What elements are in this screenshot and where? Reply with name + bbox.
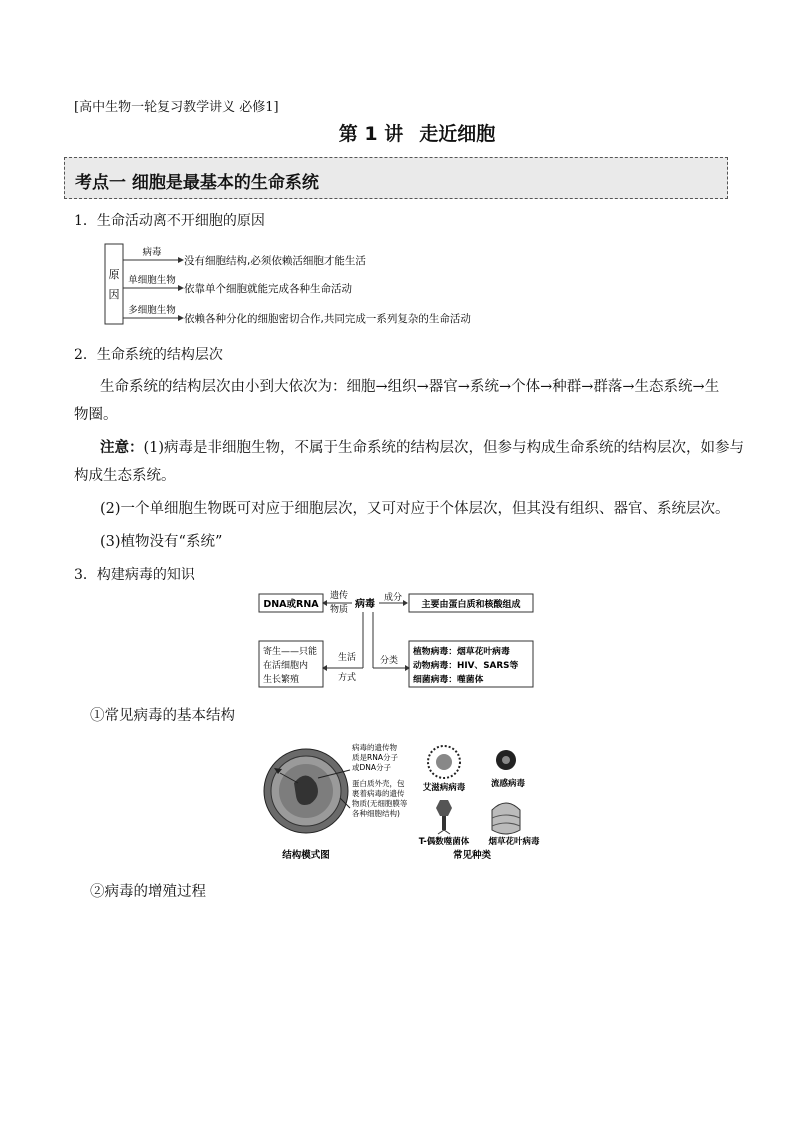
label-flu: 流感病毒: [490, 779, 526, 789]
genetic-text: DNA或RNA: [263, 599, 319, 610]
note-2: (2)一个单细胞生物既可对应于细胞层次，又可对应于个体层次，但其没有组织、器官、系统层次。: [100, 501, 730, 517]
life-text-3: 生长繁殖: [263, 675, 300, 685]
reason-label-2: 因: [108, 288, 120, 301]
link-class: 分类: [379, 656, 399, 666]
life-text-2: 在活细胞内: [263, 661, 309, 671]
label-aids: 艾滋病病毒: [422, 783, 466, 793]
levels-line-2: 物圈。: [74, 407, 118, 423]
heading-1: 1．生命活动离不开细胞的原因: [74, 213, 265, 229]
title-topic: 走近细胞: [419, 123, 496, 145]
note-3: (3)植物没有“系统”: [100, 534, 223, 550]
aids-virus-core-icon: [436, 754, 452, 770]
reason-type-multicellular: 多细胞生物: [128, 305, 176, 316]
comp-text: 主要由蛋白质和核酸组成: [421, 600, 521, 610]
class-animal: 动物病毒：HIV、SARS等: [413, 661, 519, 671]
document-header: [高中生物一轮复习教学讲义 必修1]: [74, 100, 279, 115]
label-tmv: 烟草花叶病毒: [488, 837, 540, 847]
reason-type-unicellular: 单细胞生物: [128, 275, 176, 286]
note-1-text: (1)病毒是非细胞生物，不属于生命系统的结构层次，但参与构成生命系统的结构层次，如参与: [143, 440, 745, 456]
ann1-text-3: 或DNA分子: [352, 763, 392, 772]
link-life-2: 方式: [337, 673, 357, 683]
arrowhead-comp: [403, 600, 408, 606]
reason-desc-unicellular: 依靠单个细胞就能完成各种生命活动: [184, 283, 352, 295]
note-1-line-1: [100, 438, 744, 458]
virus-concept-map: [255, 588, 537, 690]
reason-type-virus: 病毒: [142, 247, 162, 258]
class-bacteria: 细菌病毒：噬菌体: [413, 675, 484, 685]
reason-label-1: 原: [108, 268, 120, 281]
ann1-text-2: 质是RNA分子: [352, 753, 398, 762]
section-banner: [64, 157, 728, 199]
ann2-text-3: 物质(无细胞膜等: [352, 799, 408, 808]
virus-structure-figure: [258, 738, 554, 864]
flu-virus-core-icon: [502, 756, 510, 764]
note-1-line-2: 构成生态系统。: [74, 468, 176, 484]
link-genetic-1: 遗传: [329, 591, 349, 601]
ann2-text-2: 裹着病毒的遗传: [352, 789, 405, 798]
virus-center-text: 病毒: [355, 599, 375, 610]
phage-head-icon: [436, 800, 452, 816]
note-label: 注意：: [100, 439, 144, 456]
phage-tail-icon: [442, 816, 446, 830]
reason-bracket-box: [105, 244, 123, 324]
tmv-icon: [492, 803, 520, 834]
link-genetic-2: 物质: [329, 605, 349, 615]
caption-left: 结构模式图: [282, 850, 330, 861]
ann2-text-4: 各种细胞结构): [352, 809, 400, 818]
title-lecture-number: 第 1 讲: [338, 123, 404, 145]
reasons-diagram: [100, 238, 520, 330]
link-life-1: 生活: [337, 653, 357, 663]
heading-3: 3．构建病毒的知识: [74, 567, 195, 583]
life-text-1: 寄生——只能: [263, 647, 318, 657]
page-title: [0, 119, 794, 146]
caption-right: 常见种类: [452, 850, 492, 861]
phage-legs-icon: [438, 830, 450, 834]
label-phage: T-偶数噬菌体: [418, 837, 470, 847]
heading-2: 2．生命系统的结构层次: [74, 347, 223, 363]
ann2-text-1: 蛋白质外壳，包: [352, 779, 405, 788]
reason-desc-multicellular: 依赖各种分化的细胞密切合作,共同完成一系列复杂的生命活动: [184, 313, 471, 325]
subheading-replication: ②病毒的增殖过程: [90, 884, 206, 900]
link-comp: 成分: [383, 593, 403, 603]
section-title: 考点一 细胞是最基本的生命系统: [75, 173, 319, 193]
subheading-structure: ①常见病毒的基本结构: [90, 708, 235, 724]
ann1-text-1: 病毒的遗传物: [352, 743, 397, 752]
class-plant: 植物病毒：烟草花叶病毒: [413, 647, 510, 657]
levels-line-1: 生命系统的结构层次由小到大依次为：细胞→组织→器官→系统→个体→种群→群落→生态系统→生: [100, 379, 720, 395]
reason-desc-virus: 没有细胞结构,必须依赖活细胞才能生活: [184, 255, 366, 267]
